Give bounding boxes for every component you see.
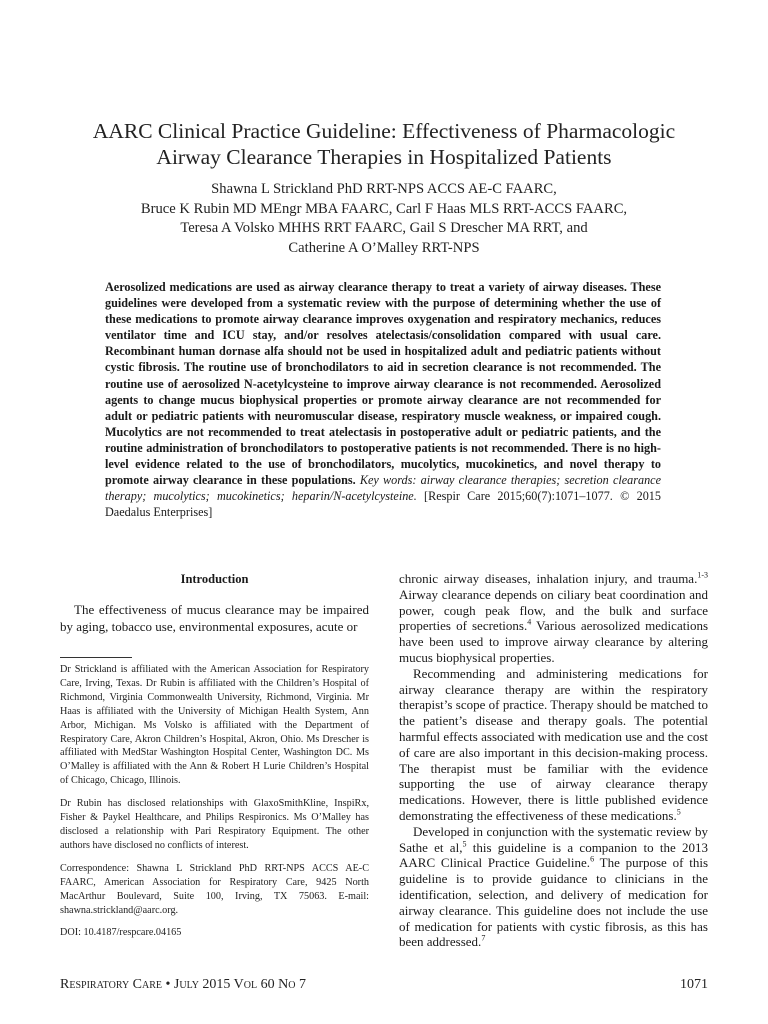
citation-ref: 4 (527, 618, 532, 628)
article-title (60, 118, 708, 170)
citation-ref: 1-3 (697, 570, 708, 580)
title-line-2: Airway Clearance Therapies in Hospitalized Patients (156, 145, 612, 169)
text-run: chronic airway diseases, inhalation injury, and trauma. (399, 571, 698, 586)
paragraph (399, 824, 708, 950)
paragraph (399, 666, 708, 824)
text-run: Developed in conjunction with the systematic review by Sathe et al, (399, 823, 708, 855)
citation-ref: 6 (590, 855, 595, 865)
running-footer (60, 976, 306, 994)
citation-ref: 5 (676, 807, 681, 817)
journal-name: Respiratory Care (60, 977, 163, 992)
author-line: Teresa A Volsko MHHS RRT FAARC, Gail S Drescher MA RRT, and (180, 220, 588, 236)
author-line: Bruce K Rubin MD MEngr MBA FAARC, Carl F Haas MLS RRT-ACCS FAARC, (140, 200, 628, 217)
title-line-1: AARC Clinical Practice Guideline: Effectiveness of Pharmacologic (92, 119, 676, 143)
page-number: 1071 (680, 977, 708, 992)
author-line: Shawna L Strickland PhD RRT-NPS ACCS AE-C FAARC, (211, 181, 557, 197)
right-column-text (399, 571, 708, 950)
text-run: Recommending and administering medications for airway clearance therapy are within the respiratory therapist’s scope of practice. Therapy should be matched to the patient’s disease and therapy goals. The potential harmful effects associated with medication use and the cost of care are also important in this decision-making process. The therapist must be familiar with the evidence supporting the use of airway clearance therapy medications. However, there is little published evidence demonstrating the effectiveness of these medications. (399, 665, 708, 823)
abstract-citation: [Respir Care 2015;60(7):1071–1077. © 2015 Daedalus Enterprises] (105, 489, 661, 520)
text-run: this guideline is a companion to the 2013 AARC Clinical Practice Guideline. (399, 839, 708, 871)
citation-ref: 5 (462, 839, 467, 849)
abstract (105, 279, 661, 520)
author-list (60, 180, 708, 258)
footnotes (60, 663, 369, 949)
paragraph: The effectiveness of mucus clearance may be impaired by aging, tobacco use, environmental exposures, acute or (60, 602, 369, 634)
paragraph (399, 571, 708, 666)
footer-bullet: • (162, 977, 174, 992)
author-line: Catherine A O’Malley RRT-NPS (288, 239, 480, 256)
abstract-keywords: Key words: airway clearance therapies; secretion clearance therapy; mucolytics; mucokinetics; heparin/N-acetylcysteine. (105, 473, 661, 504)
text-run: Various aerosolized medications have been used to improve airway clearance by altering mucus biophysical properties. (399, 618, 708, 665)
text-run: Airway clearance depends on ciliary beat coordination and power, cough peak flow, and the bulk and surface properties of secretions. (399, 586, 708, 634)
issue-info: July 2015 Vol 60 No 7 (173, 977, 306, 992)
footnote-correspondence: Correspondence: Shawna L Strickland PhD RRT-NPS ACCS AE-C FAARC, American Association for Respiratory Care, 9425 North MacArthur Boulevard, Suite 100, Irving, TX 75063. E-mail: shawna.strickland@aarc.org. (60, 862, 369, 916)
footnote-divider (60, 657, 132, 658)
text-run: The purpose of this guideline is to provide guidance to clinicians in the identification, selection, and delivery of medication for airway clearance. This guideline does not include the use of medication for patients with cystic fibrosis, as this has been addressed. (399, 855, 709, 950)
footnote-affiliations: Dr Strickland is affiliated with the American Association for Respiratory Care, Irving, Texas. Dr Rubin is affiliated with the Children’s Hospital of Richmond, Virginia Commonwealth University, Richmond, Virginia. Mr Haas is affiliated with the University of Michigan Health System, Ann Arbor, Michigan. Ms Volsko is affiliated with the Department of Respiratory Care, Akron Children’s Hospital, Akron, Ohio. Ms Drescher is affiliated with MedStar Washington Hospital Center, Washington DC. Ms O’Malley is affiliated with the Ann & Robert H Lurie Children’s Hospital of Chicago, Chicago, Illinois. (60, 664, 369, 787)
citation-ref: 7 (481, 934, 486, 943)
abstract-body: Aerosolized medications are used as airway clearance therapy to treat a variety of airway diseases. These guidelines were developed from a systematic review with the purpose of determining whether the use of these medications to promote airway clearance improves oxygenation and respiratory mechanics, reduces ventilator time and ICU stay, and/or resolves atelectasis/consolidation compared with usual care. Recombinant human dornase alfa should not be used in hospitalized adult and pediatric patients without cystic fibrosis. The routine use of bronchodilators to aid in secretion clearance is not recommended. The routine use of aerosolized N-acetylcysteine to improve airway clearance is not recommended. Aerosolized agents to change mucus biophysical properties or promote airway clearance are not recommended for adult or pediatric patients with neuromuscular disease, respiratory muscle weakness, or impaired cough. Mucolytics are not recommended to treat atelectasis in postoperative adult or pediatric patients, and the routine administration of bronchodilators to postoperative patients is not recommended. There is no high-level evidence related to the use of bronchodilators, mucolytics, mucokinetics, and novel therapy to promote airway clearance in these populations. (105, 280, 661, 488)
footnote-doi: DOI: 10.4187/respcare.04165 (60, 927, 182, 939)
section-heading-introduction: Introduction (180, 572, 249, 586)
footnote-disclosures: Dr Rubin has disclosed relationships with GlaxoSmithKline, InspiRx, Fisher & Paykel Healthcare, and Philips Respironics. Ms O’Malley has disclosed a relationship with Pari Respiratory Equipment. The other authors have disclosed no conflicts of interest. (60, 798, 369, 851)
introduction-left-text (60, 601, 369, 635)
